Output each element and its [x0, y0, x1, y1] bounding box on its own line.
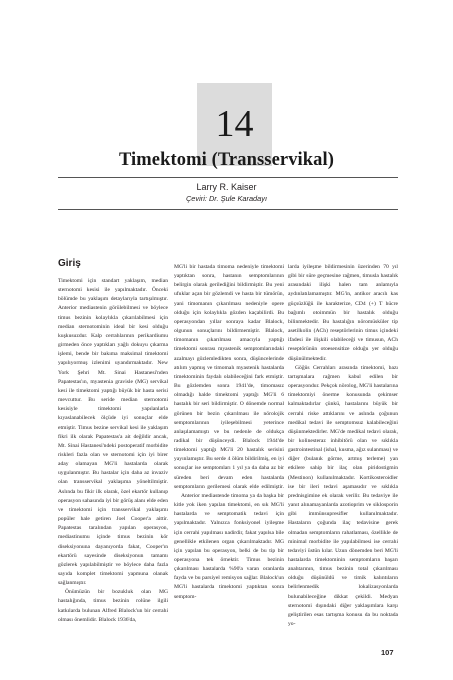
section-heading: Giriş: [58, 258, 81, 269]
chapter-number: 14: [215, 103, 254, 145]
paragraph: Anterior mediastende timoma ya da başka bir kitle yok iken yapılan timektomi, en sık MG'li hastalarda ve semptomatik tedavi için yapılmaktadır. Yalnızca fonksiyonel iyileşme için cerrahi yapılması nadirdir, fakat yapılsa bile genellikle etkilenen organ çıkarılmaktadır. MG için yapılan bu operasyon, belki de bu tip bir operasyona tek örnektir. Timus bezinin çıkarılması hastalarda %90'a varan oranlarda fayda ve bu parsiyel remisyon sağlar. Blalock'un MG'li hastalarda timektomi yaptıktan sonra semptom-: [174, 492, 284, 600]
translator-credit: Çeviri: Dr. Şule Karadayı: [185, 194, 268, 203]
text-column-3: [288, 263, 398, 629]
page-number: 107: [381, 648, 394, 657]
author-name: Larry R. Kaiser: [196, 182, 257, 192]
paragraph: MG'li bir hastada timoma nedeniyle timektomi yaptıktan sonra, hastanın semptomlarının belirgin olarak gerilediğini bildirmiştir. Bu yeni ufuklar açan bir gözlemdi ve hasta bir tümörün, yani timomanın çıkarılması nedeniyle opere olduğu için kolaylıkla gözden kaçabilirdi. Bu operasyondan yıllar sonraya kadar Blalock, olgunun sonuçlarını bildirmemiştir. Blalock, timomanın çıkarılması amacıyla yaptığı timektomi sonrası myastenik semptomlarındaki azalmayı gözlemledikten sonra, düşüncelerinde atılım yapmış ve timomalı myastenik hastalarda timektominin faydalı olabileceğini fark etmiştir. Bu gözlemden sonra 1941'de, timomasız olmadığı halde timektomi yaptığı MG'li 6 hastalık bir seri bildirmiştir. O dönemde normal görünen bir bezin çıkarılması ile nörolojik semptomlarının iyileşebilmesi yeterince anlaşılamamıştı ve bu nedenle de oldukça radikal bir düşünceydi. Blalock 1944'de timektomi yaptığı MG'li 20 hastalık serisini yayınlamıştır. Bu serde 4 ölüm bildirilmiş, en iyi sonuçlar ise semptomları 1 yıl ya da daha az bir süreden beri devam eden hastalarda semptomların gerilemesi olarak elde edilmiştir.: [174, 264, 284, 490]
paragraph: Timektomi için standart yaklaşım, median sternotomi kesisi ile yapılmaktadır. Önceki bölümde bu yaklaşım detaylarıyla tartışılmıştır. Anterior mediastenin görülebilmesi ve böylece timus bezinin kolaylıkla çıkarılabilmesi için median sternotominin ideal bir kesi olduğu kuşkusuzdur. Kalp cerrahlarının perikardiumu girmeden önce yaptıkları yağlı dokuyu çıkarma işlemi, bende bir bakıma maksimal timektomi yapılıyormuş izlenimi uyandırmaktadır. New York Şehri Mt. Sinai Hastanesi'nden Papatestas'ın, myastenia gravisle (MG) servikal kesi ile timektomi yaptığı büyük bir hasta serisi mevcuttur. Bu seride median sternotomi kesisiyle timektomi yapılanlarla kıyaslanabilecek ölçüde iyi sonuçlar elde etmiştir. Timus bezine servikal kesi ile yaklaşım fikri ilk olarak Papatestas'a ait değildir ancak, Mt. Sinai Hastanesi'ndeki postoperatif morbidite riskleri fazla olan ve sternotomi için iyi birer aday olamayan MG'li hastalarda olarak uygulanmıştır. Bu hastalar için daha az invaziv olan transservikal yaklaşıma yöneltilmiştir. Aslında bu fikir ilk olarak, özel ekartör kullanıp operasyon sahasında iyi bir görüş alanı elde eden ve timektomi için transservikal yaklaşımı popüler hale getiren Joel Cooper'a aittir. Papatestas taralından yapılan operasyon, mediastinumu içinde timus bezinin kör diseksiyonuna dayanıyorda fakat, Cooper'ın ekartörü sayesinde diseksiyonun tamamı gözlerek yapılabilmiştir ve böylece daha fazla sayıda komplet timektomi yapmuna olanak sağlanmıştır.: [58, 278, 168, 587]
top-divider: [58, 177, 398, 178]
text-column-2: [174, 263, 284, 602]
paragraph: Önümüzün bir bozukluk olan MG hastalığında, timus bezinin rolüne ilgili katkılarda bulunan Alfred Blalock'un bir cerrahi olması önemlidir. Blalock 1936'da,: [58, 589, 168, 623]
paragraph: Göğüs Cerrahları arasında timektomi, bazı tartışmalara rağmen kabul edilen bir operasyondur. Pekçok nörolog, MG'li hastalarına timektomiyi önerme konusunda çekimser kalmaktadırlar çünkü, hastalarını büyük bir cerrahi riske attıklarını ve aslında çoğunun medikal tedavi ile semptomsuz kalabileceğini düşünmektedirler. MG'de medikal tedavi olarak, bir kolinesteraz inhibitörü olan ve sıklıkla gastrointestinal (ishal, kusma, ağız sulanması) ve diğer (bulanık görme, artmış terleme) yan etkilere sahip bir ilaç olan piridostigmin (Mestinon) kullanılmaktadır. Kortikosteroidler ise bir ileri tedavi aşamasıdır ve sıklıkla prednisgimine ek olarak verilir. Bu tedaviye ile yanıt alınamayanlarda azotioprim ve siklosporin gibi immünsupresifler kullanılmaktadır. Hastaların çoğunda ilaç tedavisine gerek olmadan semptomların rahatlaması, özellikle de minimal morbidite ile yapılabilmesi ise cerrahi tedaviyi üstün kılar. Uzun dönemden beri MG'li hastalarda timektominin semptomların başarı anahtarının, timus bezinin total çıkarılması olduğu düşünüldü ve timik kalıntıların belirlenmedik lokalizasyonlarda bulunabileceğine dikkat çekildi. Medyan sternotomi dışındaki diğer yaklaşımlara karşı geliştirilen esas tartışma konusu da bu noktada yo-: [288, 364, 398, 628]
bottom-divider: [58, 209, 398, 210]
text-column-1: [58, 277, 168, 625]
chapter-title: Timektomi (Transservikal): [118, 150, 335, 170]
paragraph: larda iyileşme bildirmesinin üzerinden 70 yıl gibi bir süre geçmesine rağmen, timusla hastalık arasındaki ilişki halen tam anlamıyla aydınlatılamamıştır. MG'in, antikor aracılı kas güçsüzlüğü ile karakterize, CD4 (+) T hücre bağımlı otoimmün bir hastalık olduğu bilinmektedir. Bu hastalığın nöromüsküler tip asetilkolin (ACh) reseptörlerinin timus içindeki ifadesi ile ilişkili olabileceği ve timusun, ACh reseptörünün otoesensitize olduğu yer olduğu düşünülmektedir.: [288, 264, 398, 362]
